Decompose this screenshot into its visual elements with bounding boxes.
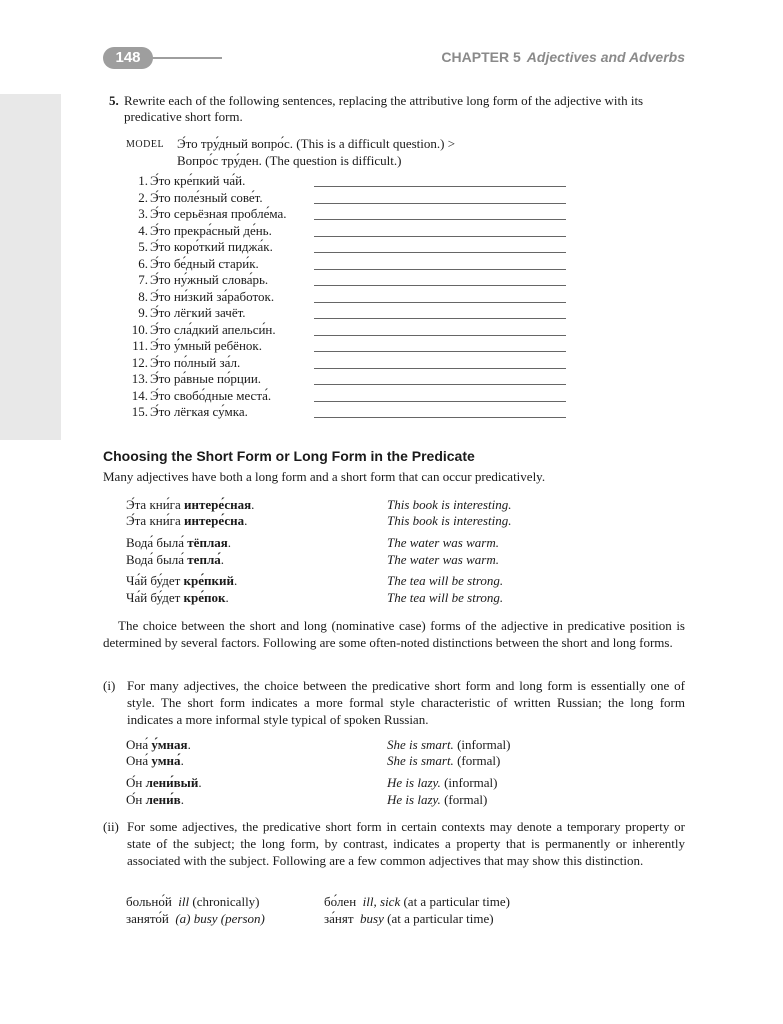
item-sentence: Э́то по́лный за́л. (150, 354, 241, 370)
item-sentence: Э́то прекра́сный де́нь. (150, 222, 272, 238)
item-sentence: Э́то лёгкий зачёт. (150, 305, 246, 320)
page-number: 148 (103, 47, 153, 69)
answer-blank[interactable] (314, 285, 566, 286)
exercise-item (112, 322, 572, 338)
russian-example: О́н лени́вый. (126, 775, 202, 790)
exercise-item (112, 173, 572, 189)
item-sentence: Э́то свобо́дные места́. (150, 387, 272, 403)
item-sentence: Э́то кре́пкий ча́й. (150, 173, 246, 188)
model-line-1: Э́то тру́дный вопро́с. (This is a difficult question.) > (177, 136, 456, 151)
item-number: 7. (138, 272, 148, 287)
answer-blank[interactable] (314, 417, 566, 418)
list-item-ii (103, 818, 685, 869)
item-number: 8. (138, 288, 148, 304)
item-number: 14. (131, 387, 148, 403)
russian-example: Э́та кни́га интере́сна. (126, 513, 248, 528)
russian-example: Э́та кни́га интере́сная. (126, 497, 255, 512)
answer-blank[interactable] (314, 318, 566, 319)
exercise-text: Rewrite each of the following sentences, replacing the attributive long form of the adjective with its predicative short form. (124, 93, 644, 124)
list-item-i (103, 677, 685, 728)
russian-example: Ча́й бу́дет кре́пок. (126, 590, 229, 605)
item-number: 11. (132, 338, 148, 353)
item-sentence: Э́то у́мный ребёнок. (150, 338, 262, 353)
item-number: 6. (138, 255, 148, 271)
item-sentence: Э́то ни́зкий за́работок. (150, 288, 275, 304)
english-translation: The tea will be strong. (387, 573, 504, 588)
gloss-short-form: бо́лен ill, sick (at a particular time) (324, 894, 510, 909)
item-number: 4. (138, 222, 148, 238)
item-number: 5. (138, 239, 148, 254)
answer-blank[interactable] (314, 351, 566, 352)
item-number: 3. (138, 206, 148, 221)
list-text: For many adjectives, the choice between the predicative short form and long form is essentially one of style. The short form indicates a more formal style characteristic of written Russian; the long form indicates a more informal style typical of spoken Russian. (127, 678, 685, 727)
item-number: 10. (131, 321, 148, 337)
exercise-item (112, 371, 572, 387)
english-translation: She is smart. (formal) (387, 753, 501, 768)
russian-example: Она́ умна́. (126, 753, 184, 768)
answer-blank[interactable] (314, 335, 566, 336)
list-marker: (ii) (103, 819, 119, 834)
english-translation: He is lazy. (informal) (387, 775, 498, 790)
list-text: For some adjectives, the predicative short form in certain contexts may denote a temporary property or state of the subject; the long form, by contrast, indicates a property that is permanently or inherently associated with the subject. Following are a few common adjectives that may show this distinction. (127, 819, 685, 868)
item-number: 15. (131, 404, 148, 419)
answer-blank[interactable] (314, 252, 566, 253)
gloss-short-form: за́нят busy (at a particular time) (324, 911, 494, 926)
body-paragraph: The choice between the short and long (nominative case) forms of the adjective in predicative position is determined by several factors. Following are some often-noted distinctions between the short and long forms. (103, 618, 685, 650)
chapter-title: Adjectives and Adverbs (526, 49, 685, 65)
russian-example: О́н лени́в. (126, 792, 184, 807)
list-marker: (i) (103, 678, 116, 693)
section-intro: Many adjectives have both a long form and a short form that can occur predicatively. (103, 469, 546, 484)
answer-blank[interactable] (314, 269, 566, 270)
item-sentence: Э́то сла́дкий апельси́н. (150, 321, 276, 337)
gloss-long-form: занято́й (a) busy (person) (126, 911, 265, 926)
russian-example: Вода́ была́ тёплая. (126, 535, 232, 550)
margin-tab (0, 94, 61, 440)
answer-blank[interactable] (314, 368, 566, 369)
item-sentence: Э́то ра́вные по́рции. (150, 371, 262, 386)
running-header (441, 49, 685, 65)
answer-blank[interactable] (314, 401, 566, 402)
russian-example: Вода́ была́ тепла́. (126, 552, 224, 567)
exercise-number: 5. (109, 93, 119, 108)
answer-blank[interactable] (314, 186, 566, 187)
item-sentence: Э́то бе́дный стари́к. (150, 255, 259, 271)
model-label: MODEL (126, 139, 165, 150)
exercise-item (112, 289, 572, 305)
item-number: 13. (131, 371, 148, 386)
exercise-item (112, 388, 572, 404)
english-translation: The water was warm. (387, 552, 499, 567)
item-sentence: Э́то коро́ткий пиджа́к. (150, 239, 273, 254)
english-translation: She is smart. (informal) (387, 737, 511, 752)
russian-example: Ча́й бу́дет кре́пкий. (126, 573, 238, 588)
gloss-long-form: больно́й ill (chronically) (126, 894, 260, 909)
item-number: 2. (138, 189, 148, 205)
exercise-item (112, 404, 572, 420)
item-number: 12. (131, 354, 148, 370)
item-number: 9. (138, 305, 148, 320)
page-number-rule (152, 57, 222, 59)
exercise-item (112, 239, 572, 255)
english-translation: This book is interesting. (387, 497, 512, 512)
english-translation: He is lazy. (formal) (387, 792, 488, 807)
english-translation: The tea will be strong. (387, 590, 504, 605)
answer-blank[interactable] (314, 384, 566, 385)
english-translation: The water was warm. (387, 535, 499, 550)
exercise-item (112, 190, 572, 206)
section-title: Choosing the Short Form or Long Form in the Predicate (103, 448, 475, 464)
answer-blank[interactable] (314, 203, 566, 204)
exercise-instruction (109, 93, 689, 125)
answer-blank[interactable] (314, 236, 566, 237)
exercise-item (112, 272, 572, 288)
item-number: 1. (138, 173, 148, 188)
item-sentence: Э́то поле́зный сове́т. (150, 189, 263, 205)
answer-blank[interactable] (314, 219, 566, 220)
exercise-item (112, 206, 572, 222)
english-translation: This book is interesting. (387, 513, 512, 528)
exercise-item (112, 305, 572, 321)
model-line-2: Вопро́с тру́ден. (The question is difficult.) (177, 153, 402, 168)
item-sentence: Э́то лёгкая су́мка. (150, 404, 248, 419)
exercise-item (112, 256, 572, 272)
chapter-label: CHAPTER 5 (441, 49, 521, 65)
exercise-item (112, 355, 572, 371)
exercise-item (112, 338, 572, 354)
russian-example: Она́ у́мная. (126, 737, 191, 752)
item-sentence: Э́то серьёзная пробле́ма. (150, 206, 287, 221)
exercise-item (112, 223, 572, 239)
answer-blank[interactable] (314, 302, 566, 303)
item-sentence: Э́то ну́жный слова́рь. (150, 272, 269, 287)
